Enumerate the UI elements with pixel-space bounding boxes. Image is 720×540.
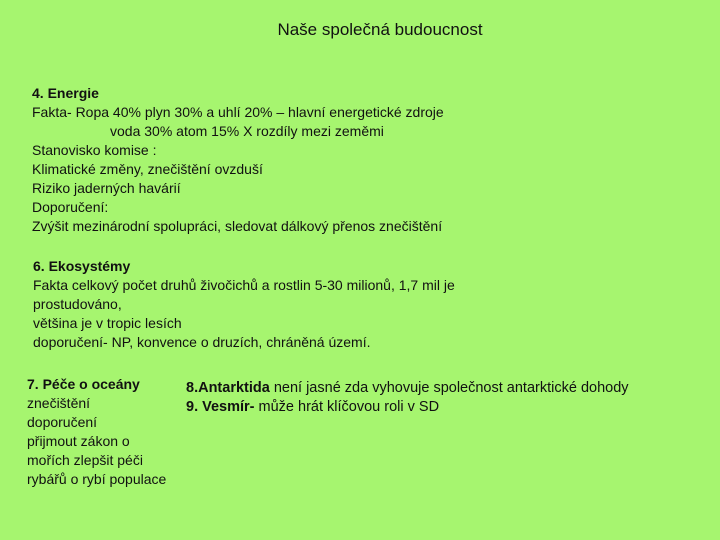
section-heading: 6. Ekosystémy — [33, 258, 131, 274]
text-line: Fakta celkový počet druhů živočichů a rostlin 5-30 milionů, 1,7 mil je prostudováno, — [33, 277, 455, 312]
section-antarctica-space — [186, 379, 629, 417]
text-line: znečištění — [27, 395, 91, 411]
text-line: doporučení- NP, konvence o druzích, chráněná území. — [33, 334, 371, 350]
text-line: většina je v tropic lesích — [33, 315, 182, 331]
text-line: voda 30% atom 15% X rozdíly mezi zeměmi — [110, 123, 384, 139]
section-ecosystems — [33, 257, 543, 352]
space-line — [186, 398, 629, 417]
page-title: Naše společná budoucnost — [277, 20, 483, 39]
text-line: není jasné zda vyhovuje společnost antarktické dohody — [269, 380, 629, 396]
section-oceans — [27, 375, 167, 489]
text-line: Fakta- Ropa 40% plyn 30% a uhlí 20% – hlavní energetické zdroje — [32, 104, 444, 120]
section-heading: 7. Péče o oceány — [27, 376, 140, 392]
section-heading: 9. Vesmír- — [186, 399, 255, 415]
section-heading: 8.Antarktida — [186, 380, 270, 396]
text-line: Stanovisko komise : — [32, 142, 157, 158]
text-line: doporučení — [27, 414, 98, 430]
section-energy — [32, 84, 444, 236]
text-line: Zvýšit mezinárodní spolupráci, sledovat dálkový přenos znečištění — [32, 218, 443, 234]
text-line: přijmout zákon o mořích zlepšit péči rybářů o rybí populace — [27, 433, 167, 487]
text-line: Doporučení: — [32, 199, 109, 215]
text-line: Klimatické změny, znečištění ovzduší — [32, 161, 263, 177]
text-line: Riziko jaderných havárií — [32, 180, 181, 196]
antarctica-line — [186, 379, 629, 398]
section-heading: 4. Energie — [32, 85, 99, 101]
text-line: může hrát klíčovou roli v SD — [254, 399, 440, 415]
